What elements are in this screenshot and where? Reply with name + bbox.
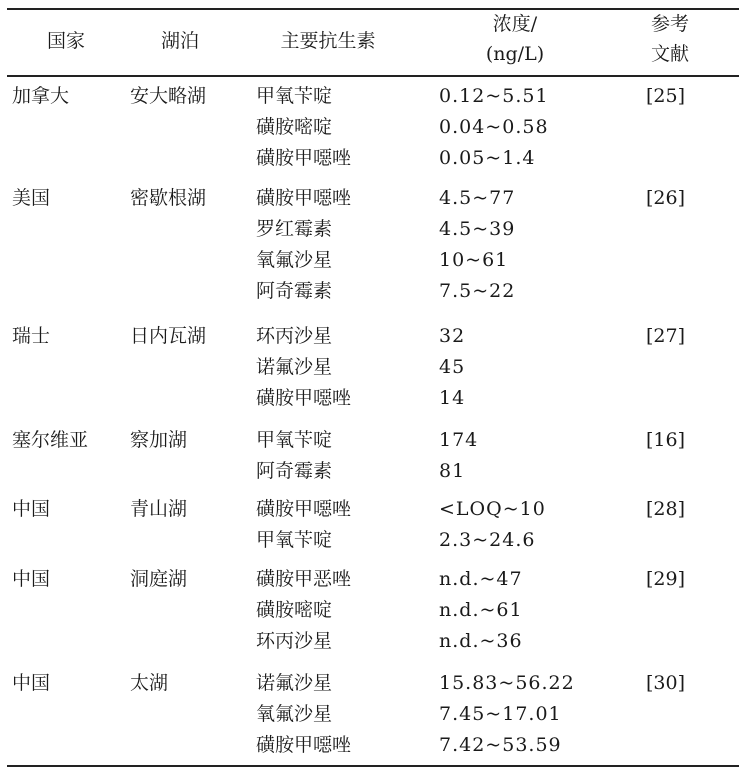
antibiotic-cell: 环丙沙星: [256, 630, 333, 652]
antibiotic-cell: 磺胺甲噁唑: [256, 498, 352, 520]
concentration-cell: 7.45~17.01: [439, 703, 562, 725]
lake-cell: 洞庭湖: [130, 568, 188, 590]
table-header-rule: [7, 75, 739, 77]
concentration-cell: 15.83~56.22: [439, 672, 575, 694]
concentration-cell: n.d.~36: [439, 630, 523, 652]
country-cell: 美国: [12, 187, 51, 209]
antibiotic-cell: 阿奇霉素: [256, 460, 333, 482]
antibiotic-cell: 阿奇霉素: [256, 280, 333, 302]
country-cell: 加拿大: [12, 85, 70, 107]
concentration-list: [439, 497, 546, 559]
antibiotic-cell: 磺胺甲噁唑: [256, 147, 352, 169]
lake-cell: 察加湖: [130, 429, 188, 451]
antibiotic-cell: 磺胺嘧啶: [256, 599, 333, 621]
header-concentration-line2: (ng/L): [485, 43, 545, 65]
concentration-cell: 7.5~22: [439, 280, 516, 302]
concentration-list: [439, 428, 478, 490]
reference-cell: [30]: [646, 672, 686, 694]
concentration-cell: 4.5~39: [439, 218, 516, 240]
concentration-cell: n.d.~61: [439, 599, 523, 621]
antibiotic-list: [256, 671, 351, 764]
concentration-list: [439, 84, 549, 177]
antibiotic-cell: 甲氧苄啶: [256, 429, 333, 451]
header-country: 国家: [46, 30, 85, 52]
concentration-list: [439, 671, 575, 764]
antibiotic-list: [256, 567, 351, 660]
reference-cell: [27]: [646, 325, 686, 347]
lake-cell: 安大略湖: [130, 85, 207, 107]
country-cell: 中国: [12, 672, 51, 694]
country-cell: 中国: [12, 568, 51, 590]
antibiotic-cell: 磺胺甲噁唑: [256, 387, 352, 409]
lake-cell: 太湖: [130, 672, 169, 694]
antibiotic-list: [256, 84, 351, 177]
antibiotic-list: [256, 186, 351, 310]
table-bottom-rule: [7, 765, 739, 767]
antibiotic-cell: 环丙沙星: [256, 325, 333, 347]
antibiotic-cell: 诺氟沙星: [256, 356, 333, 378]
reference-cell: [29]: [646, 568, 686, 590]
concentration-cell: 0.12~5.51: [439, 85, 549, 107]
concentration-cell: 10~61: [439, 249, 509, 271]
antibiotic-list: [256, 324, 351, 417]
antibiotic-list: [256, 497, 351, 559]
antibiotic-cell: 甲氧苄啶: [256, 85, 333, 107]
concentration-cell: 45: [439, 356, 466, 378]
reference-cell: [26]: [646, 187, 686, 209]
antibiotic-list: [256, 428, 332, 490]
header-lake: 湖泊: [160, 30, 199, 52]
concentration-cell: 0.04~0.58: [439, 116, 549, 138]
antibiotic-cell: 罗红霉素: [256, 218, 333, 240]
country-cell: 塞尔维亚: [12, 429, 89, 451]
concentration-cell: 174: [439, 429, 479, 451]
antibiotic-cell: 磺胺嘧啶: [256, 116, 333, 138]
reference-cell: [25]: [646, 85, 686, 107]
reference-cell: [28]: [646, 498, 686, 520]
concentration-cell: 14: [439, 387, 466, 409]
concentration-cell: 32: [439, 325, 466, 347]
concentration-cell: <LOQ~10: [439, 498, 546, 520]
antibiotic-cell: 氧氟沙星: [256, 703, 333, 725]
concentration-cell: 2.3~24.6: [439, 529, 536, 551]
country-cell: 瑞士: [12, 325, 51, 347]
concentration-cell: 81: [439, 460, 466, 482]
header-reference-line1: 参考: [650, 13, 689, 35]
lake-cell: 密歇根湖: [130, 187, 207, 209]
antibiotic-cell: 磺胺甲恶唑: [256, 568, 352, 590]
antibiotic-cell: 磺胺甲噁唑: [256, 187, 352, 209]
header-antibiotic: 主要抗生素: [280, 30, 376, 52]
country-cell: 中国: [12, 498, 51, 520]
lake-cell: 青山湖: [130, 498, 188, 520]
concentration-list: [439, 567, 523, 660]
antibiotic-cell: 诺氟沙星: [256, 672, 333, 694]
concentration-list: [439, 186, 515, 310]
concentration-cell: 7.42~53.59: [439, 734, 562, 756]
concentration-cell: 4.5~77: [439, 187, 516, 209]
concentration-cell: 0.05~1.4: [439, 147, 536, 169]
antibiotic-cell: 磺胺甲噁唑: [256, 734, 352, 756]
lake-cell: 日内瓦湖: [130, 325, 207, 347]
table-top-rule: [7, 8, 739, 10]
reference-cell: [16]: [646, 429, 686, 451]
antibiotic-cell: 氧氟沙星: [256, 249, 333, 271]
header-reference-line2: 文献: [650, 43, 689, 65]
antibiotic-cell: 甲氧苄啶: [256, 529, 333, 551]
concentration-list: [439, 324, 465, 417]
header-concentration-line1: 浓度/: [492, 13, 538, 35]
concentration-cell: n.d.~47: [439, 568, 523, 590]
